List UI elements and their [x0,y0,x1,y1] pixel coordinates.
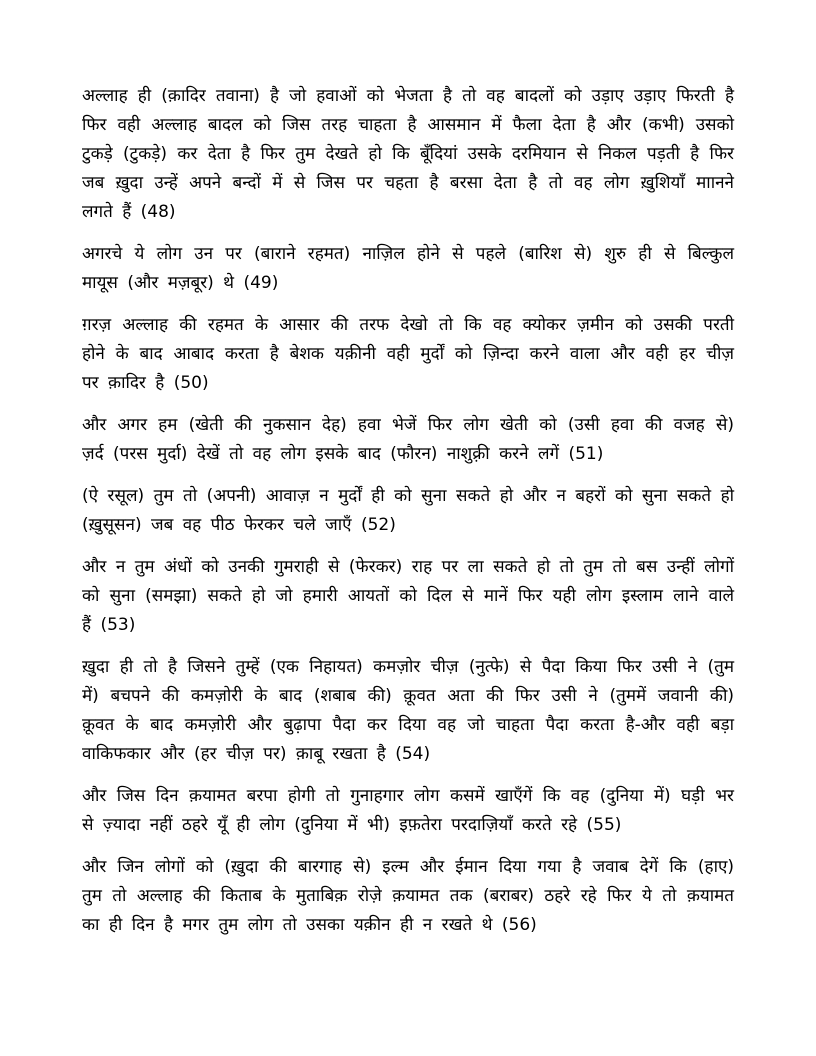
verse-number: (55) [586,815,622,835]
verse-paragraph-54 [82,653,734,769]
verse-paragraph-52 [82,482,734,540]
verse-text: ख़ुदा ही तो है जिसने तुम्हें (एक निहायत) कमज़ोर चीज़ (नुत्फे) से पैदा किया फिर उसी ने (तुम में) बचपने की कमज़ोरी के बाद (शबाब की) क़ूवत अता की फिर उसी ने (तुममें जवानी की) क़ूवत के बाद कमज़ोरी और बुढ़ापा पैदा कर दिया वह जो चाहता पैदा करता है-और वही बड़ा वाकिफकार और (हर चीज़ पर) क़ाबू रखता है [82,657,734,764]
verse-paragraph-49 [82,240,734,298]
verse-number: (52) [360,515,396,535]
verse-number: (53) [100,615,136,635]
verse-text: और जिन लोगों को (ख़ुदा की बारगाह से) इल्म और ईमान दिया गया है जवाब देगें कि (हाए) तुम तो अल्लाह की किताब के मुताबिक़ रोज़े क़यामत तक (बराबर) ठहरे रहे फिर ये तो क़यामत का ही दिन है मगर तुम लोग तो उसका यक़ीन ही न रखते थे [82,857,734,935]
verse-paragraph-56 [82,853,734,940]
verse-paragraph-53 [82,553,734,640]
verse-number: (49) [243,273,279,293]
verse-number: (48) [140,202,176,222]
verse-number: (51) [568,444,604,464]
verse-number: (56) [501,915,537,935]
verse-number: (50) [173,373,209,393]
verse-text: और जिस दिन क़यामत बरपा होगी तो गुनाहगार लोग कसमें खाएँगें कि वह (दुनिया में) घड़ी भर से ज़्यादा नहीं ठहरे यूँ ही लोग (दुनिया में भी) इफ़तेरा परदाज़ियाँ करते रहे [82,786,734,835]
verse-text: अल्लाह ही (क़ादिर तवाना) है जो हवाओं को भेजता है तो वह बादलों को उड़ाए उड़ाए फिरती है फिर वही अल्लाह बादल को जिस तरह चाहता है आसमान में फैला देता है और (कभी) उसको टुकड़े (टुकड़े) कर देता है फिर तुम देखते हो कि बूँदियां उसके दरमियान से निकल पड़ती है फिर जब ख़ुदा उन्हें अपने बन्दों में से जिस पर चहता है बरसा देता है तो वह लोग ख़ुशियाँ माानने लगते हैं [82,86,734,222]
verse-paragraph-51 [82,411,734,469]
verse-text: और अगर हम (खेती की नुकसान देह) हवा भेजें फिर लोग खेती को (उसी हवा की वजह से) ज़र्द (परस मुर्दा) देखें तो वह लोग इसके बाद (फौरन) नाशुक़्री करने लगें [82,415,734,464]
verse-text: अगरचे ये लोग उन पर (बाराने रहमत) नाज़िल होने से पहले (बारिश से) शुरु ही से बिल्कुल मायूस (और मज़बूर) थे [82,244,734,293]
verse-paragraph-50 [82,311,734,398]
verse-text: ग़रज़ अल्लाह की रहमत के आसार की तरफ देखो तो कि वह क्योकर ज़मीन को उसकी परती होने के बाद आबाद करता है बेशक यक़ीनी वही मुर्दों को ज़िन्दा करने वाला और वही हर चीज़ पर क़ादिर है [82,315,734,393]
verse-text: और न तुम अंधों को उनकी गुमराही से (फेरकर) राह पर ला सकते हो तो तुम तो बस उन्हीं लोगों को सुना (समझा) सकते हो जो हमारी आयतों को दिल से मानें फिर यही लोग इस्लाम लाने वाले हैं [82,557,734,635]
verse-paragraph-55 [82,782,734,840]
verse-paragraph-48 [82,82,734,227]
verse-number: (54) [395,744,431,764]
verse-text: (ऐ रसूल) तुम तो (अपनी) आवाज़ न मुर्दों ही को सुना सकते हो और न बहरों को सुना सकते हो (ख़ुसूसन) जब वह पीठ फेरकर चले जाएँ [82,486,734,535]
